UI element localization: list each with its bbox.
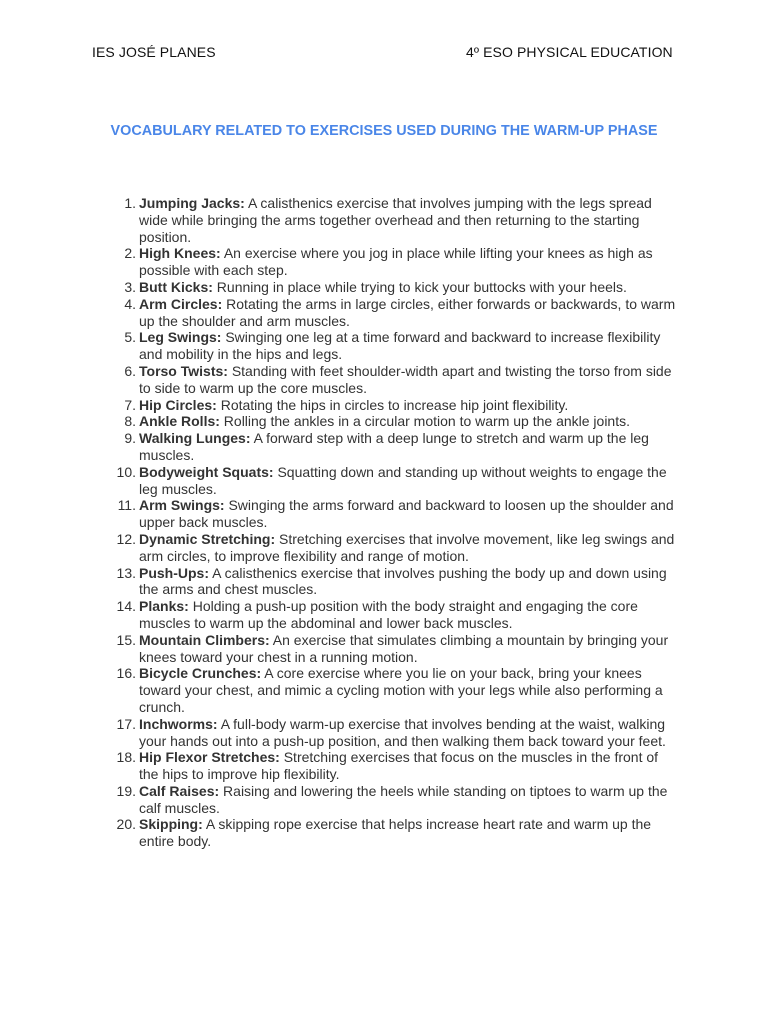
course-name: 4º ESO PHYSICAL EDUCATION (466, 44, 673, 60)
item-term: Planks: (139, 598, 189, 615)
item-number: 2. (124, 245, 136, 262)
item-definition: A calisthenics exercise that involves jumping with the legs spread wide while bringing the arms together overhead and then returning to the starting position. (139, 195, 652, 245)
item-definition: Squatting down and standing up without weights to engage the leg muscles. (139, 463, 667, 497)
school-name: IES JOSÉ PLANES (92, 44, 216, 60)
item-number: 15. (116, 631, 136, 648)
item-definition: Holding a push-up position with the body straight and engaging the core muscles to warm up the abdominal and lower back muscles. (139, 598, 638, 631)
item-term: Ankle Rolls: (139, 413, 220, 430)
item-term: Walking Lunges: (139, 430, 251, 447)
item-term: Jumping Jacks: (139, 195, 245, 211)
item-number: 17. (116, 715, 136, 732)
item-term: Push-Ups: (139, 564, 209, 581)
item-definition: A core exercise where you lie on your back, bring your knees toward your chest, and mimic a cycling motion with your legs while also performing a crunch. (139, 665, 663, 715)
list-item (0, 397, 679, 414)
item-number: 3. (124, 278, 136, 295)
item-number: 10. (116, 463, 136, 480)
item-number: 19. (116, 782, 136, 799)
item-number: 8. (124, 413, 136, 430)
item-definition: A calisthenics exercise that involves pushing the body up and down using the arms and chest muscles. (139, 564, 667, 598)
item-term: Mountain Climbers: (139, 631, 270, 648)
list-item (0, 430, 679, 464)
item-number: 13. (116, 564, 136, 581)
list-item (0, 783, 679, 817)
item-number: 18. (116, 749, 136, 766)
vocabulary-list (0, 195, 768, 850)
item-term: Arm Circles: (139, 295, 223, 312)
item-term: Torso Twists: (139, 362, 228, 379)
item-term: Arm Swings: (139, 497, 225, 514)
item-term: Inchworms: (139, 715, 218, 732)
item-definition: An exercise where you jog in place while lifting your knees as high as possible with each step. (139, 245, 653, 279)
list-item (0, 296, 679, 330)
item-definition: Stretching exercises that involve movement, like leg swings and arm circles, to improve flexibility and range of motion. (139, 530, 675, 564)
item-term: Leg Swings: (139, 329, 222, 346)
list-item (0, 632, 679, 666)
item-term: Hip Flexor Stretches: (139, 749, 280, 766)
item-definition: A forward step with a deep lunge to stretch and warm up the leg muscles. (139, 430, 649, 463)
item-definition: Rolling the ankles in a circular motion to warm up the ankle joints. (223, 413, 630, 430)
list-item (0, 413, 679, 430)
item-term: Dynamic Stretching: (139, 530, 276, 547)
item-definition: A full-body warm-up exercise that involves bending at the waist, walking your hands out into a push-up position, and then walking them back toward your feet. (139, 715, 666, 749)
item-number: 20. (116, 816, 136, 833)
list-item (0, 279, 679, 296)
item-definition: Stretching exercises that focus on the muscles in the front of the hips to improve hip flexibility. (139, 749, 659, 783)
list-item (0, 195, 679, 245)
item-definition: Standing with feet shoulder-width apart and twisting the torso from side to side to warm up the core muscles. (139, 362, 672, 396)
item-number: 9. (124, 430, 136, 447)
item-number: 12. (116, 530, 136, 547)
item-number: 16. (116, 665, 136, 682)
list-item (0, 565, 679, 599)
item-definition: Running in place while trying to kick your buttocks with your heels. (216, 278, 627, 295)
item-definition: An exercise that simulates climbing a mountain by bringing your knees toward your chest in a running motion. (139, 631, 669, 665)
list-item (0, 464, 679, 498)
list-item (0, 598, 679, 632)
item-number: 11. (117, 497, 136, 514)
item-definition: Swinging one leg at a time forward and backward to increase flexibility and mobility in the hips and legs. (139, 329, 661, 363)
item-term: High Knees: (139, 245, 221, 262)
list-item (0, 716, 679, 750)
page-title: VOCABULARY RELATED TO EXERCISES USED DURING THE WARM-UP PHASE (110, 123, 658, 139)
list-item (0, 497, 679, 531)
item-term: Calf Raises: (139, 782, 220, 799)
list-item (0, 531, 679, 565)
list-item (0, 749, 679, 783)
item-number: 5. (124, 329, 136, 346)
item-term: Butt Kicks: (139, 278, 213, 295)
item-term: Skipping: (139, 816, 203, 833)
item-definition: Swinging the arms forward and backward to loosen up the shoulder and upper back muscles. (139, 497, 674, 531)
item-number: 7. (124, 396, 136, 413)
item-number: 1. (124, 195, 136, 211)
item-definition: Raising and lowering the heels while standing on tiptoes to warm up the calf muscles. (139, 782, 668, 816)
item-number: 6. (124, 362, 136, 379)
item-number: 14. (116, 598, 136, 615)
item-definition: Rotating the arms in large circles, either forwards or backwards, to warm up the shoulder and arm muscles. (139, 295, 676, 329)
item-term: Bodyweight Squats: (139, 463, 274, 480)
list-item (0, 665, 679, 715)
item-term: Hip Circles: (139, 396, 217, 413)
list-item (0, 329, 679, 363)
item-definition: Rotating the hips in circles to increase hip joint flexibility. (220, 396, 569, 413)
list-item (0, 816, 679, 850)
item-number: 4. (124, 295, 136, 312)
item-definition: A skipping rope exercise that helps increase heart rate and warm up the entire body. (139, 816, 652, 850)
item-term: Bicycle Crunches: (139, 665, 262, 682)
list-item (0, 363, 679, 397)
list-item (0, 245, 679, 279)
